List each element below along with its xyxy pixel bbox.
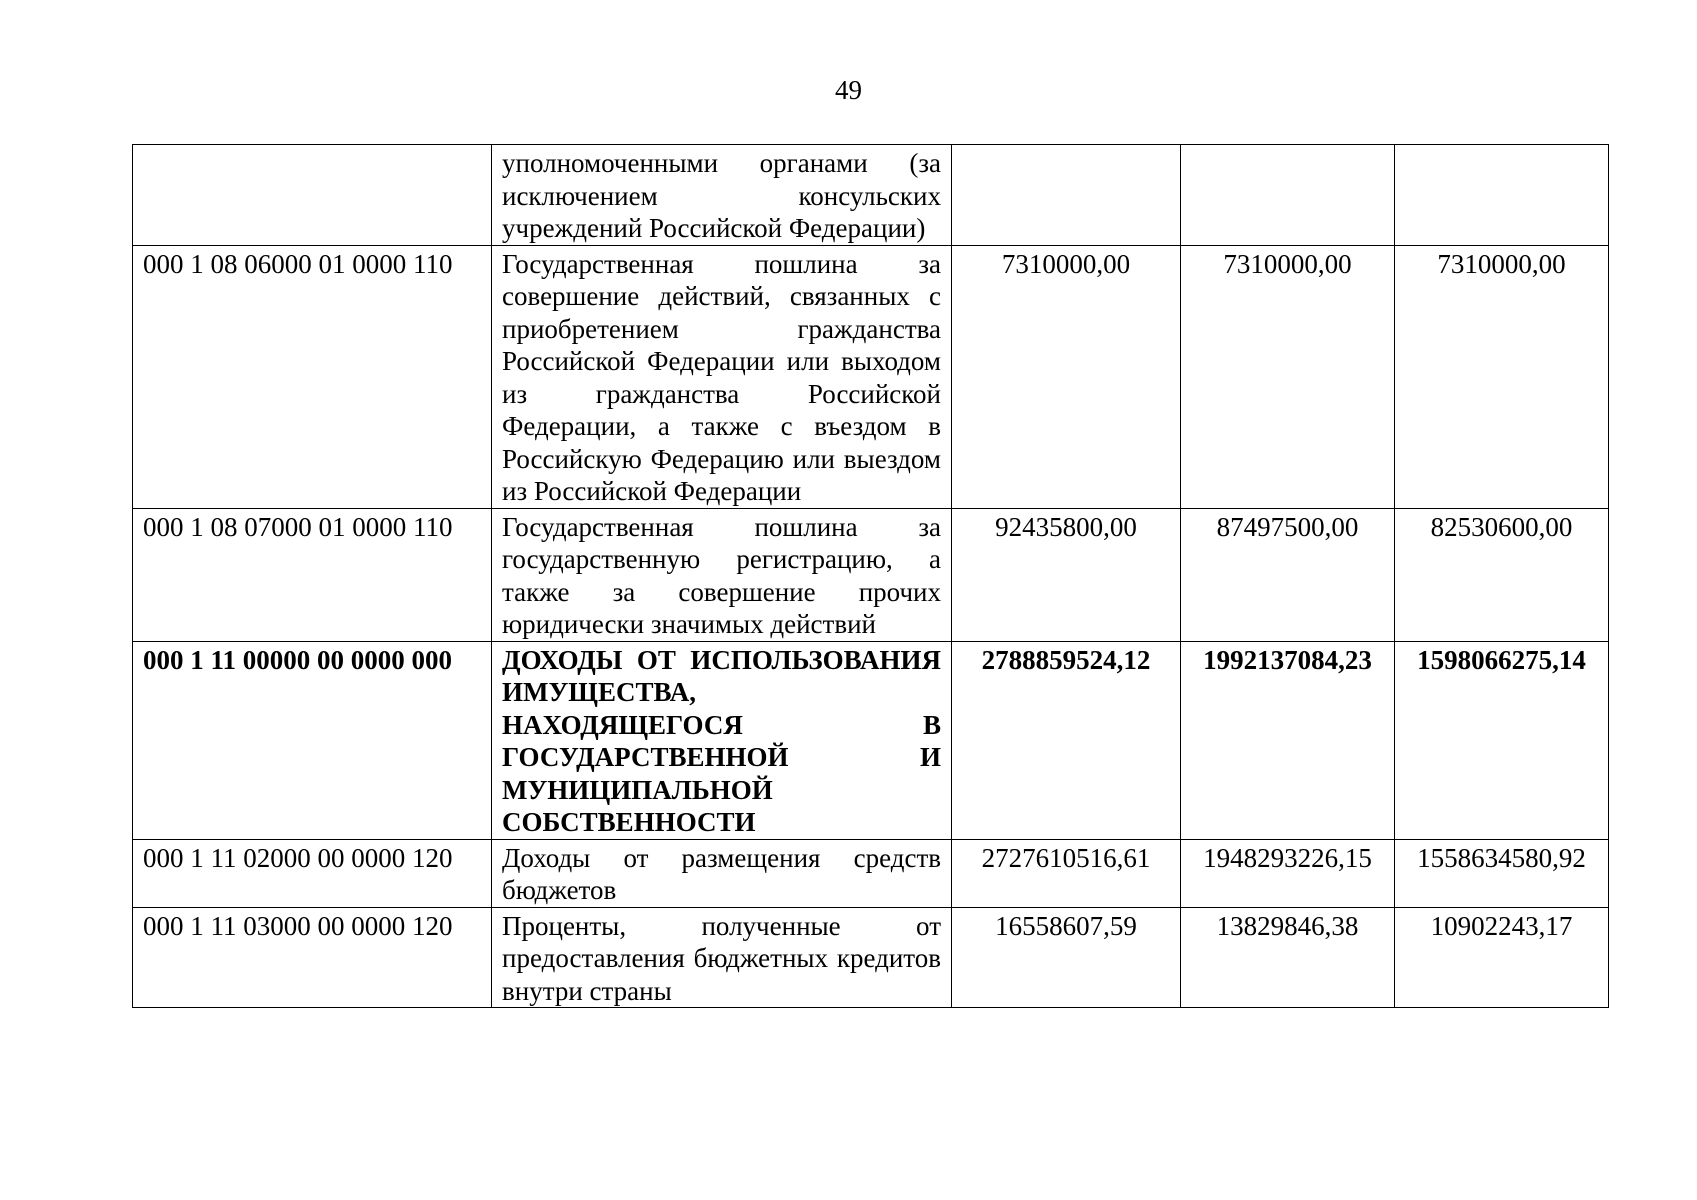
amount-year3-cell: 7310000,00 bbox=[1395, 245, 1609, 508]
amount-year1-cell: 16558607,59 bbox=[952, 907, 1181, 1008]
budget-revenue-table bbox=[132, 144, 1609, 1008]
revenue-name-cell: Проценты, полученные от предоставления бюджетных кредитов внутри страны bbox=[492, 907, 952, 1008]
amount-year1-cell: 7310000,00 bbox=[952, 245, 1181, 508]
table-row bbox=[133, 145, 1609, 246]
amount-year3-cell: 82530600,00 bbox=[1395, 508, 1609, 641]
revenue-name-cell: Доходы от размещения средств бюджетов bbox=[492, 839, 952, 907]
table-row bbox=[133, 508, 1609, 641]
amount-year2-cell: 1992137084,23 bbox=[1181, 641, 1395, 839]
amount-year1-cell: 2727610516,61 bbox=[952, 839, 1181, 907]
budget-code-cell bbox=[133, 145, 492, 246]
amount-year2-cell: 1948293226,15 bbox=[1181, 839, 1395, 907]
table-row bbox=[133, 245, 1609, 508]
amount-year2-cell: 7310000,00 bbox=[1181, 245, 1395, 508]
amount-year3-cell: 10902243,17 bbox=[1395, 907, 1609, 1008]
amount-year1-cell: 92435800,00 bbox=[952, 508, 1181, 641]
revenue-name-cell: Государственная пошлина за государственную регистрацию, а также за совершение прочих юридически значимых действий bbox=[492, 508, 952, 641]
budget-code-cell: 000 1 11 03000 00 0000 120 bbox=[133, 907, 492, 1008]
revenue-name-cell: Государственная пошлина за совершение действий, связанных с приобретением гражданства Российской Федерации или выходом из гражданства Российской Федерации, а также с въездом в Российскую Федерацию или выездом из Российской Федерации bbox=[492, 245, 952, 508]
revenue-name-cell: уполномоченными органами (за исключением консульских учреждений Российской Федерации) bbox=[492, 145, 952, 246]
amount-year3-cell: 1598066275,14 bbox=[1395, 641, 1609, 839]
amount-year2-cell: 87497500,00 bbox=[1181, 508, 1395, 641]
budget-code-cell: 000 1 11 02000 00 0000 120 bbox=[133, 839, 492, 907]
table-row bbox=[133, 907, 1609, 1008]
table-row bbox=[133, 839, 1609, 907]
page-number: 49 bbox=[835, 75, 862, 105]
amount-year1-cell: 2788859524,12 bbox=[952, 641, 1181, 839]
table-row-section-total bbox=[133, 641, 1609, 839]
budget-code-cell: 000 1 08 06000 01 0000 110 bbox=[133, 245, 492, 508]
revenue-name-cell: ДОХОДЫ ОТ ИСПОЛЬЗОВАНИЯ ИМУЩЕСТВА, НАХОДЯЩЕГОСЯ В ГОСУДАРСТВЕННОЙ И МУНИЦИПАЛЬНОЙ СОБСТВЕННОСТИ bbox=[492, 641, 952, 839]
budget-code-cell: 000 1 08 07000 01 0000 110 bbox=[133, 508, 492, 641]
amount-year1-cell bbox=[952, 145, 1181, 246]
budget-code-cell: 000 1 11 00000 00 0000 000 bbox=[133, 641, 492, 839]
amount-year2-cell: 13829846,38 bbox=[1181, 907, 1395, 1008]
amount-year2-cell bbox=[1181, 145, 1395, 246]
amount-year3-cell bbox=[1395, 145, 1609, 246]
amount-year3-cell: 1558634580,92 bbox=[1395, 839, 1609, 907]
